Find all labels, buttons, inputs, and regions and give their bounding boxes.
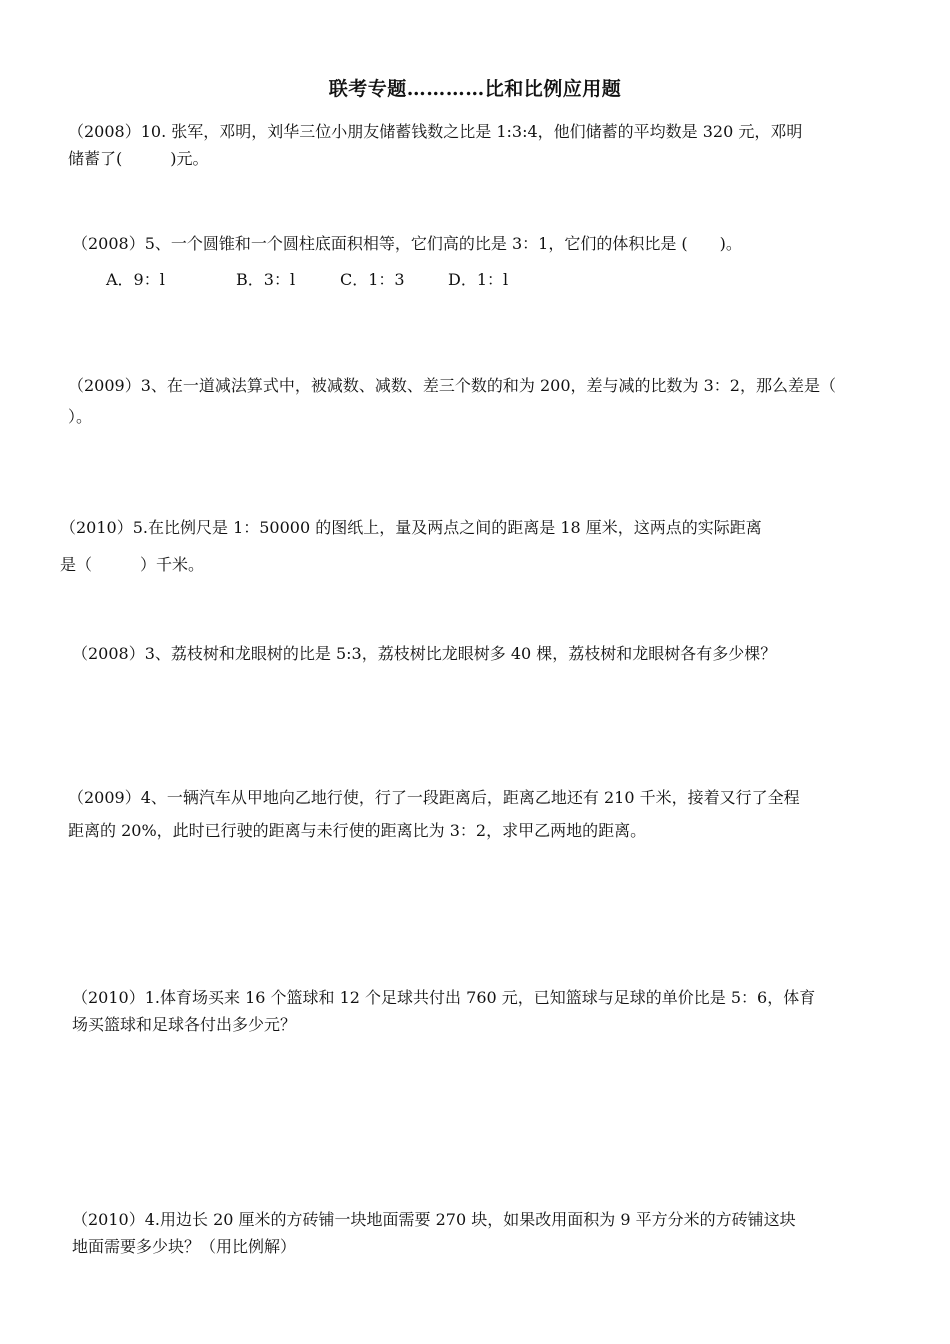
question-text-line: （2008）10. 张军，邓明，刘华三位小朋友储蓄钱数之比是 1:3:4，他们储蓄的平均数是 320 元，邓明 (68, 122, 803, 141)
question-text-line: 储蓄了( )元。 (68, 149, 209, 168)
question-4 (60, 514, 762, 578)
question-text-line: 是（ ）千米。 (60, 555, 205, 574)
question-text-line: （2009）3、在一道减法算式中，被减数、减数、差三个数的和为 200，差与减的比数为 3：2，那么差是（ (68, 376, 836, 395)
question-2 (72, 230, 742, 257)
question-6 (68, 784, 800, 844)
question-8 (72, 1206, 796, 1260)
answer-options (106, 266, 508, 293)
question-text-line: 距离的 20%，此时已行驶的距离与未行使的距离比为 3：2，求甲乙两地的距离。 (68, 821, 647, 840)
question-text-line: （2010）4.用边长 20 厘米的方砖铺一块地面需要 270 块，如果改用面积为 9 平方分米的方砖铺这块 (72, 1210, 796, 1229)
page-title: 联考专题…………比和比例应用题 (328, 78, 622, 100)
question-text-line: ）。 (68, 407, 93, 426)
question-text-line: （2009）4、一辆汽车从甲地向乙地行使，行了一段距离后，距离乙地还有 210 千米，接着又行了全程 (68, 788, 800, 807)
option-a: A．9：l (106, 270, 165, 289)
question-text-line: （2008）5、一个圆锥和一个圆柱底面积相等，它们高的比是 3：1，它们的体积比是 ( )。 (72, 234, 742, 253)
question-1 (68, 118, 802, 172)
question-3 (68, 372, 836, 430)
question-7 (72, 984, 815, 1038)
question-text-line: （2010）5.在比例尺是 1：50000 的图纸上，量及两点之间的距离是 18 厘米，这两点的实际距离 (60, 518, 762, 537)
option-d: D．1：l (448, 270, 509, 289)
question-5 (72, 640, 776, 667)
question-text-line: 场买篮球和足球各付出多少元？ (72, 1015, 297, 1034)
question-text-line: （2010）1.体育场买来 16 个篮球和 12 个足球共付出 760 元，已知篮球与足球的单价比是 5：6，体育 (72, 988, 816, 1007)
question-text-line: （2008）3、荔枝树和龙眼树的比是 5:3，荔枝树比龙眼树多 40 棵，荔枝树和龙眼树各有多少棵？ (72, 644, 777, 663)
question-text-line: 地面需要多少块？（用比例解） (72, 1237, 297, 1256)
option-b: B．3：l (236, 270, 296, 289)
option-c: C．1：3 (340, 270, 405, 289)
